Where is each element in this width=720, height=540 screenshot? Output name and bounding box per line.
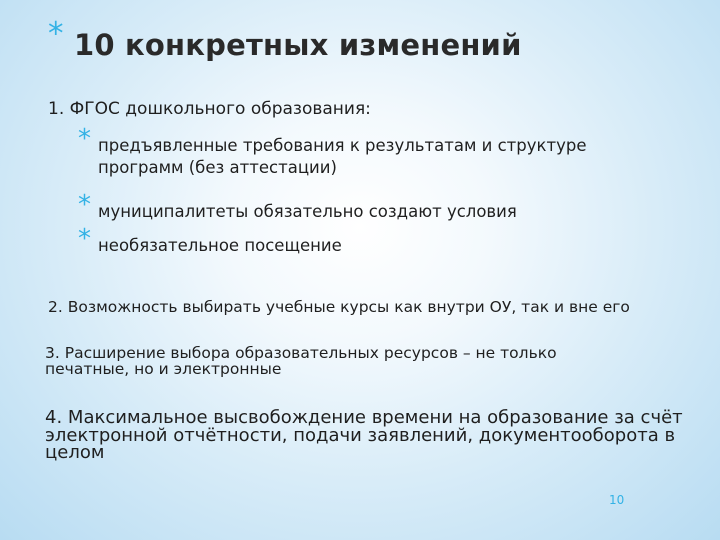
list-number-4: 4.: [45, 407, 63, 428]
list-text-4: Максимальное высвобождение времени на образование за счёт электронной отчётности, подачи заявлений, документооборота в целом: [45, 407, 683, 464]
list-item-2: [48, 298, 630, 317]
asterisk-bullet-icon: *: [78, 124, 91, 154]
asterisk-bullet-icon: *: [78, 190, 91, 220]
sub-item-text-2: муниципалитеты обязательно создают условия: [98, 202, 517, 221]
list-number-2: 2.: [48, 298, 63, 316]
list-text-3: Расширение выбора образовательных ресурсов – не только печатные, но и электронные: [45, 344, 557, 378]
slide-title: 10 конкретных изменений: [74, 28, 522, 62]
list-item-1: [48, 99, 371, 120]
list-text-1: ФГОС дошкольного образования:: [69, 99, 371, 119]
list-number-3: 3.: [45, 344, 60, 362]
list-number-1: 1.: [48, 99, 65, 119]
list-text-2: Возможность выбирать учебные курсы как внутри ОУ, так и вне его: [67, 298, 630, 316]
sub-item-text-3: необязательное посещение: [98, 236, 342, 255]
sub-item-2: [78, 190, 658, 223]
list-item-3: [45, 346, 625, 377]
title-asterisk-icon: *: [48, 16, 64, 52]
asterisk-bullet-icon: *: [78, 224, 91, 254]
page-number: 10: [609, 493, 625, 507]
sub-item-3: [78, 224, 658, 257]
list-item-4: [45, 409, 705, 462]
sub-item-1: [78, 124, 658, 180]
sub-item-text-1: предъявленные требования к результатам и структуре программ (без аттестации): [98, 136, 587, 178]
